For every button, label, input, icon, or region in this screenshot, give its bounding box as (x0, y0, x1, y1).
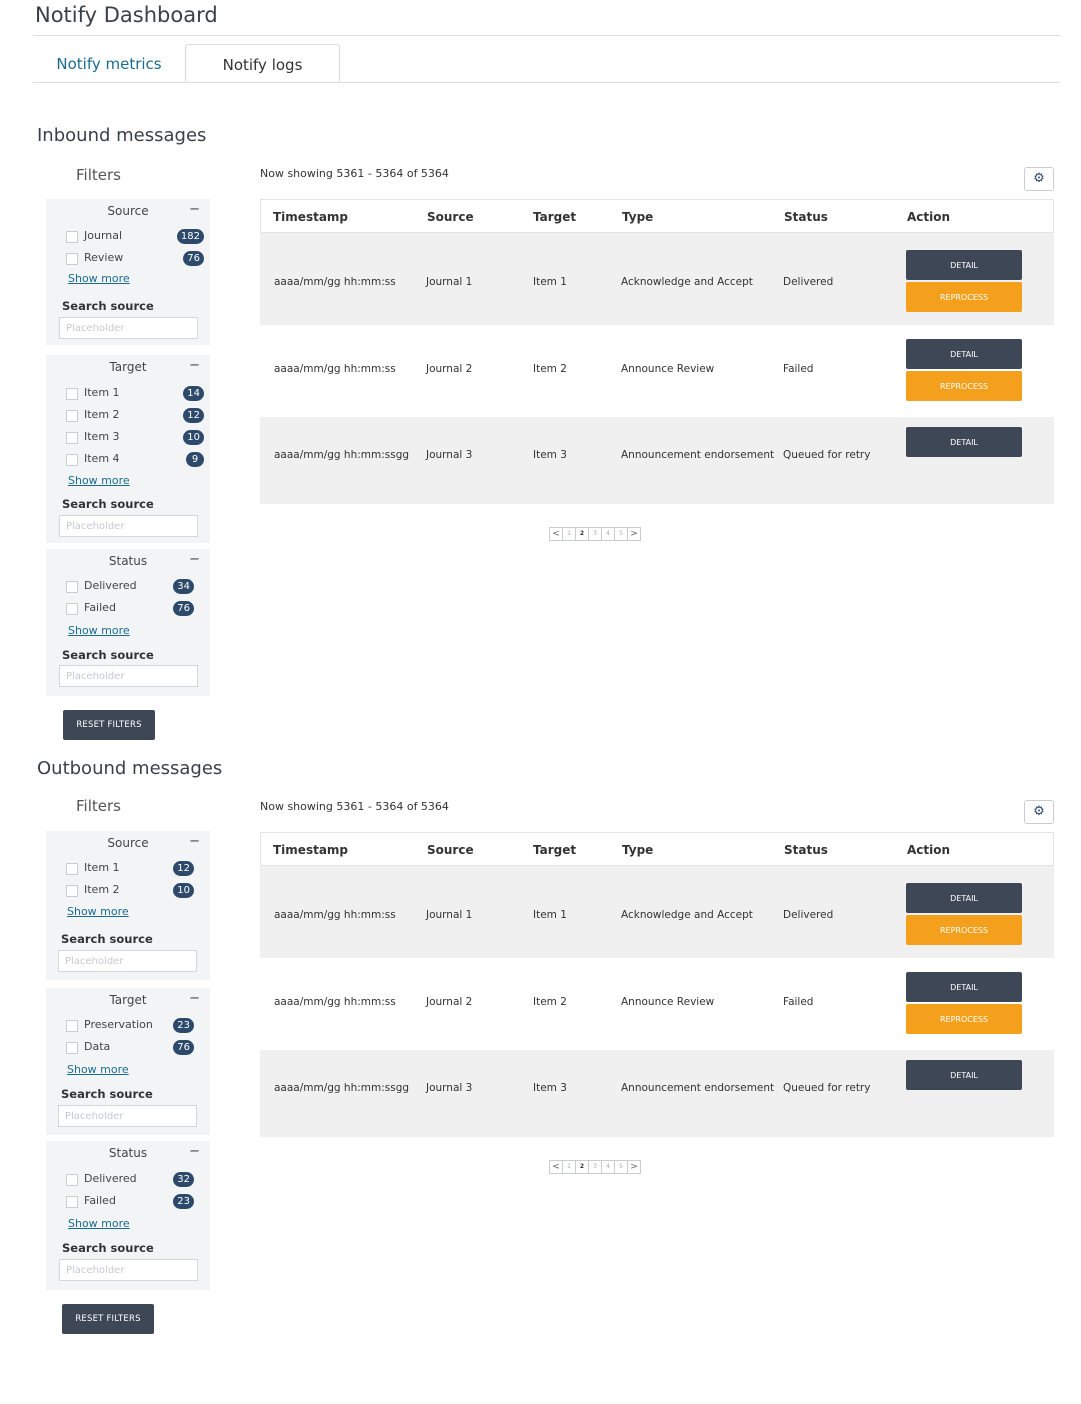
cell-timestamp: aaaa/mm/gg hh:mm:ss (274, 276, 396, 288)
outbound-section-title: Outbound messages (37, 758, 223, 779)
collapse-icon[interactable]: − (189, 202, 200, 217)
cell-source: Journal 2 (426, 363, 473, 375)
detail-button[interactable]: DETAIL (906, 339, 1022, 369)
checkbox[interactable] (66, 432, 78, 444)
table-row (260, 417, 1054, 504)
filter-option[interactable]: Failed 23 (66, 1193, 204, 1211)
column-header[interactable]: Status (784, 843, 828, 857)
settings-button[interactable] (1024, 167, 1054, 191)
cell-type: Announce Review (621, 363, 715, 375)
table-row (260, 1050, 1054, 1137)
prev-page-icon[interactable]: < (549, 1160, 563, 1174)
outbound-target-filter (46, 988, 210, 1135)
cell-target: Item 1 (533, 909, 567, 921)
page-link-current[interactable]: 2 (575, 527, 589, 541)
filter-option[interactable]: Item 3 10 (66, 429, 204, 447)
detail-button[interactable]: DETAIL (906, 972, 1022, 1002)
show-more-link[interactable]: Show more (68, 272, 130, 285)
filter-group-title: Status (108, 1146, 148, 1160)
tab-notify-metrics[interactable]: Notify metrics (56, 55, 162, 73)
inbound-filters-title: Filters (76, 166, 121, 184)
count-badge: 10 (183, 430, 204, 445)
cell-target: Item 1 (533, 276, 567, 288)
cell-target: Item 2 (533, 363, 567, 375)
count-badge: 12 (183, 408, 204, 423)
table-row (260, 866, 1054, 958)
cell-status: Failed (783, 996, 814, 1008)
header-divider (33, 35, 1060, 36)
inbound-source-filter (46, 199, 210, 345)
show-more-link[interactable]: Show more (68, 474, 130, 487)
pagination (550, 527, 641, 541)
cell-timestamp: aaaa/mm/gg hh:mm:ss (274, 996, 396, 1008)
cell-source: Journal 1 (426, 276, 473, 288)
tabs-divider (33, 82, 1060, 83)
checkbox[interactable] (66, 231, 78, 243)
gear-icon: ⚙ (1033, 171, 1045, 186)
pagination (550, 1160, 641, 1174)
filter-option[interactable]: Item 1 14 (66, 385, 204, 403)
reprocess-button[interactable]: REPROCESS (906, 915, 1022, 945)
checkbox[interactable] (66, 1196, 78, 1208)
filter-option[interactable]: Delivered 32 (66, 1171, 204, 1189)
outbound-source-filter (46, 831, 210, 980)
cell-status: Delivered (783, 909, 834, 921)
cell-target: Item 2 (533, 996, 567, 1008)
outbound-filters-title: Filters (76, 797, 121, 815)
cell-status: Queued for retry (783, 1082, 871, 1094)
cell-status: Queued for retry (783, 449, 871, 461)
cell-type: Announcement endorsement (621, 1082, 775, 1094)
column-header[interactable]: Timestamp (273, 843, 349, 857)
filter-option[interactable]: Delivered 34 (66, 578, 204, 596)
column-header[interactable]: Source (427, 210, 474, 224)
results-count: Now showing 5361 - 5364 of 5364 (260, 800, 449, 813)
checkbox[interactable] (66, 253, 78, 265)
column-header: Action (907, 843, 951, 857)
filter-group-title: Source (107, 204, 149, 218)
filter-group-title: Source (107, 836, 149, 850)
search-input[interactable] (59, 515, 198, 537)
collapse-icon[interactable]: − (189, 834, 200, 849)
next-page-icon[interactable]: > (627, 527, 641, 541)
count-badge: 9 (186, 452, 204, 467)
filter-option[interactable]: Journal 182 (66, 228, 204, 246)
count-badge: 76 (173, 601, 194, 616)
page-link[interactable]: 3 (588, 1160, 602, 1174)
cell-target: Item 3 (533, 1082, 567, 1094)
column-header[interactable]: Source (427, 843, 474, 857)
inbound-target-filter (46, 355, 210, 543)
filter-option[interactable]: Data 76 (66, 1039, 204, 1057)
cell-timestamp: aaaa/mm/gg hh:mm:ssgg (274, 1082, 410, 1094)
reprocess-button[interactable]: REPROCESS (906, 1004, 1022, 1034)
cell-type: Acknowledge and Accept (621, 276, 753, 288)
collapse-icon[interactable]: − (189, 991, 200, 1006)
filter-group-title: Target (109, 993, 147, 1007)
cell-timestamp: aaaa/mm/gg hh:mm:ss (274, 909, 396, 921)
page-link[interactable]: 4 (601, 1160, 615, 1174)
column-header[interactable]: Target (533, 843, 577, 857)
search-label: Search source (61, 932, 153, 946)
outbound-status-filter (46, 1141, 210, 1290)
page-link[interactable]: 5 (614, 1160, 628, 1174)
cell-type: Announcement endorsement (621, 449, 775, 461)
filter-option[interactable]: Item 2 10 (66, 882, 204, 900)
page-link[interactable]: 1 (562, 527, 576, 541)
search-label: Search source (62, 1241, 154, 1255)
show-more-link[interactable]: Show more (67, 905, 129, 918)
checkbox[interactable] (66, 581, 78, 593)
table-row (260, 958, 1054, 1050)
filter-option[interactable]: Item 4 9 (66, 451, 204, 469)
count-badge: 76 (173, 1040, 194, 1055)
detail-button[interactable]: DETAIL (906, 427, 1022, 457)
detail-button[interactable]: DETAIL (906, 1060, 1022, 1090)
table-header (260, 832, 1054, 866)
show-more-link[interactable]: Show more (68, 624, 130, 637)
count-badge: 182 (177, 229, 204, 244)
filter-option[interactable]: Failed 76 (66, 600, 204, 618)
cell-target: Item 3 (533, 449, 567, 461)
count-badge: 14 (183, 386, 204, 401)
column-header: Action (907, 210, 951, 224)
checkbox[interactable] (66, 885, 78, 897)
reset-filters-button[interactable]: RESET FILTERS (63, 710, 155, 740)
filter-option[interactable]: Preservation 23 (66, 1017, 204, 1035)
cell-timestamp: aaaa/mm/gg hh:mm:ssgg (274, 449, 410, 461)
checkbox[interactable] (66, 388, 78, 400)
cell-timestamp: aaaa/mm/gg hh:mm:ss (274, 363, 396, 375)
cell-source: Journal 3 (426, 449, 473, 461)
column-header[interactable]: Target (533, 210, 577, 224)
prev-page-icon[interactable]: < (549, 527, 563, 541)
checkbox[interactable] (66, 410, 78, 422)
show-more-link[interactable]: Show more (68, 1217, 130, 1230)
tab-notify-logs[interactable]: Notify logs (185, 44, 340, 82)
inbound-status-filter (46, 549, 210, 696)
settings-button[interactable] (1024, 800, 1054, 824)
checkbox[interactable] (66, 603, 78, 615)
table-header (260, 199, 1054, 233)
checkbox[interactable] (66, 1020, 78, 1032)
table-row (260, 233, 1054, 325)
page-link-current[interactable]: 2 (575, 1160, 589, 1174)
collapse-icon[interactable]: − (189, 552, 200, 567)
reprocess-button[interactable]: REPROCESS (906, 282, 1022, 312)
count-badge: 10 (173, 883, 194, 898)
inbound-messages-table (260, 199, 1054, 504)
table-row (260, 325, 1054, 417)
column-header[interactable]: Type (622, 843, 654, 857)
collapse-icon[interactable]: − (189, 1144, 200, 1159)
count-badge: 23 (173, 1194, 194, 1209)
search-label: Search source (61, 1087, 153, 1101)
show-more-link[interactable]: Show more (67, 1063, 129, 1076)
reprocess-button[interactable]: REPROCESS (906, 371, 1022, 401)
page-link[interactable]: 4 (601, 527, 615, 541)
cell-status: Failed (783, 363, 814, 375)
column-header[interactable]: Timestamp (273, 210, 349, 224)
gear-icon: ⚙ (1033, 804, 1045, 819)
count-badge: 23 (173, 1018, 194, 1033)
results-count: Now showing 5361 - 5364 of 5364 (260, 167, 449, 180)
cell-type: Announce Review (621, 996, 715, 1008)
search-label: Search source (62, 299, 154, 313)
checkbox[interactable] (66, 1174, 78, 1186)
outbound-messages-table (260, 832, 1054, 1137)
cell-status: Delivered (783, 276, 834, 288)
cell-source: Journal 2 (426, 996, 473, 1008)
page-link[interactable]: 5 (614, 527, 628, 541)
page-link[interactable]: 1 (562, 1160, 576, 1174)
checkbox[interactable] (66, 863, 78, 875)
cell-type: Acknowledge and Accept (621, 909, 753, 921)
checkbox[interactable] (66, 454, 78, 466)
detail-button[interactable]: DETAIL (906, 883, 1022, 913)
inbound-section-title: Inbound messages (37, 125, 207, 146)
cell-source: Journal 3 (426, 1082, 473, 1094)
search-input[interactable] (59, 1259, 198, 1281)
page-link[interactable]: 3 (588, 527, 602, 541)
cell-source: Journal 1 (426, 909, 473, 921)
search-input[interactable] (59, 317, 198, 339)
filter-option[interactable]: Item 1 12 (66, 860, 204, 878)
detail-button[interactable]: DETAIL (906, 250, 1022, 280)
reset-filters-button[interactable]: RESET FILTERS (62, 1304, 154, 1334)
column-header[interactable]: Status (784, 210, 828, 224)
search-input[interactable] (59, 665, 198, 687)
filter-group-title: Target (109, 360, 147, 374)
count-badge: 34 (173, 579, 194, 594)
next-page-icon[interactable]: > (627, 1160, 641, 1174)
page-title: Notify Dashboard (35, 3, 218, 27)
filter-option[interactable]: Review 76 (66, 250, 204, 268)
search-input[interactable] (58, 1105, 197, 1127)
filter-option[interactable]: Item 2 12 (66, 407, 204, 425)
count-badge: 76 (183, 251, 204, 266)
collapse-icon[interactable]: − (189, 358, 200, 373)
count-badge: 32 (173, 1172, 194, 1187)
search-label: Search source (62, 648, 154, 662)
filter-group-title: Status (108, 554, 148, 568)
count-badge: 12 (173, 861, 194, 876)
search-input[interactable] (58, 950, 197, 972)
column-header[interactable]: Type (622, 210, 654, 224)
checkbox[interactable] (66, 1042, 78, 1054)
search-label: Search source (62, 497, 154, 511)
